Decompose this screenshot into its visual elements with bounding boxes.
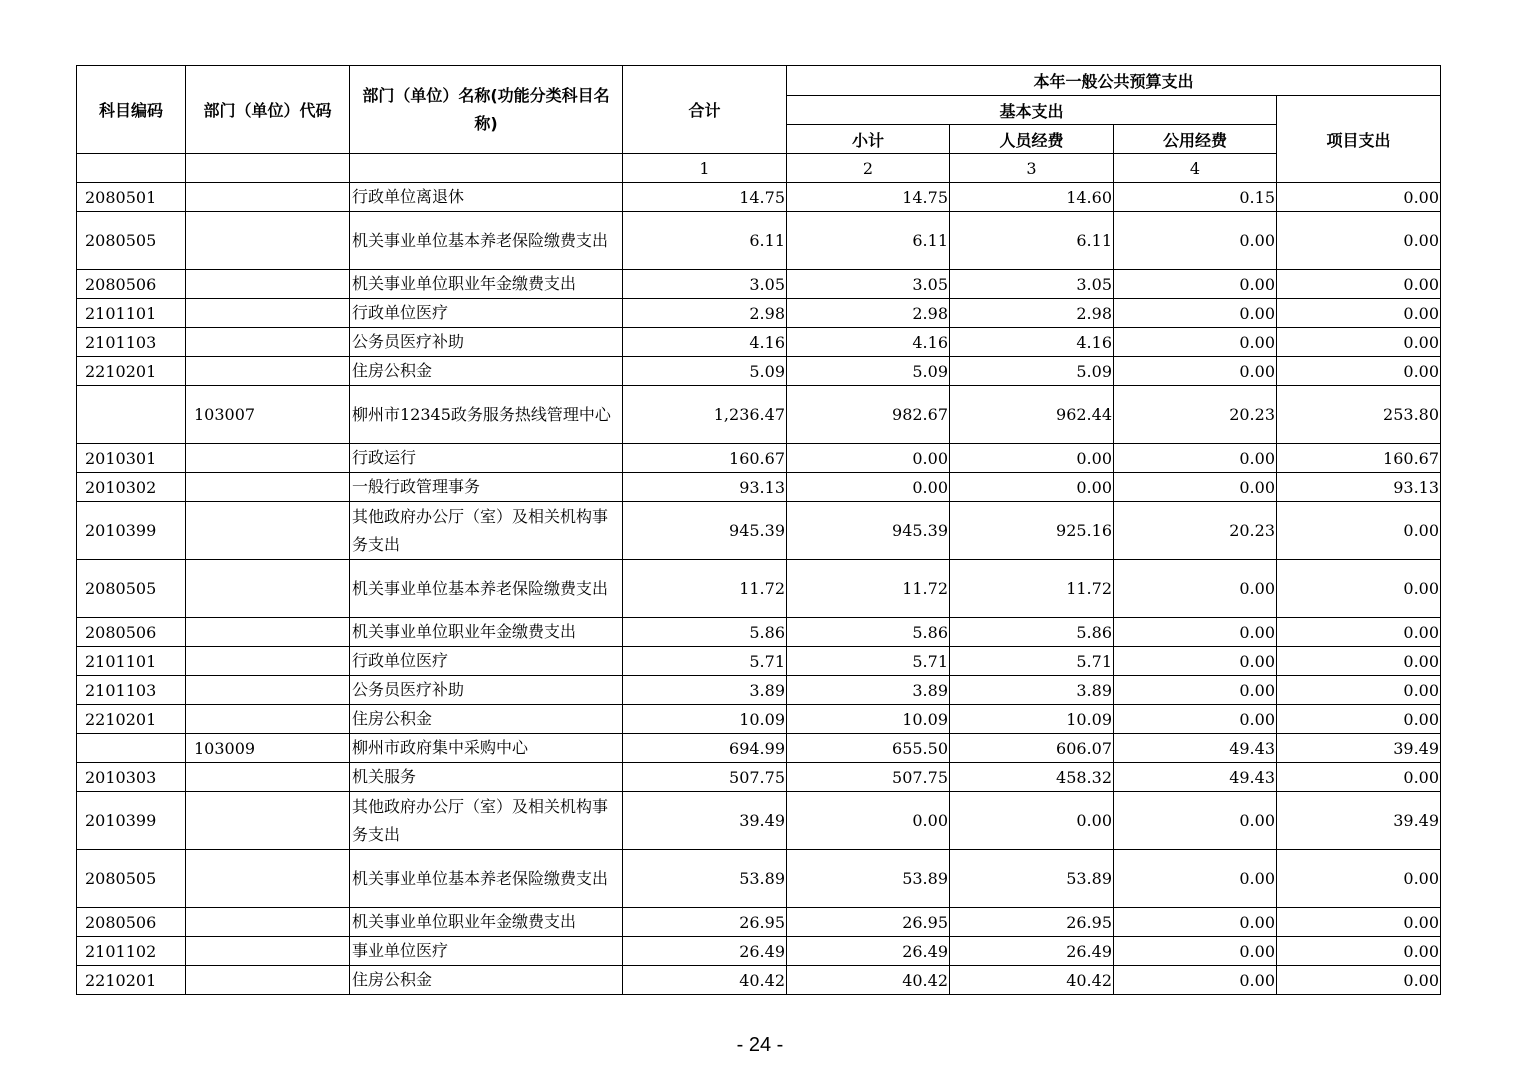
dept-name-cell: 机关服务 [350, 763, 623, 792]
project-cell: 0.00 [1277, 299, 1441, 328]
dept-code-cell [186, 966, 350, 995]
total-cell: 2.98 [623, 299, 787, 328]
personnel-cell: 3.05 [950, 270, 1114, 299]
project-cell: 0.00 [1277, 763, 1441, 792]
table-row [77, 792, 1441, 850]
table-row [77, 560, 1441, 618]
dept-name-cell: 其他政府办公厅（室）及相关机构事务支出 [350, 502, 623, 560]
dept-name-cell: 公务员医疗补助 [350, 676, 623, 705]
header-total: 合计 [623, 66, 787, 154]
project-cell: 93.13 [1277, 473, 1441, 502]
subtotal-cell: 0.00 [787, 444, 950, 473]
header-general-budget: 本年一般公共预算支出 [787, 66, 1441, 96]
total-cell: 507.75 [623, 763, 787, 792]
public-cell: 20.23 [1114, 502, 1277, 560]
table-row [77, 270, 1441, 299]
subtotal-cell: 3.05 [787, 270, 950, 299]
subtotal-cell: 5.71 [787, 647, 950, 676]
public-cell: 0.00 [1114, 357, 1277, 386]
dept-name-cell: 住房公积金 [350, 705, 623, 734]
dept-name-cell: 机关事业单位基本养老保险缴费支出 [350, 212, 623, 270]
dept-name-cell: 机关事业单位职业年金缴费支出 [350, 908, 623, 937]
subject-code-cell: 2010399 [77, 502, 186, 560]
header-spacer [186, 154, 350, 183]
header-public: 公用经费 [1114, 125, 1277, 154]
dept-name-cell: 机关事业单位基本养老保险缴费支出 [350, 850, 623, 908]
subject-code-cell: 2101103 [77, 328, 186, 357]
total-cell: 26.49 [623, 937, 787, 966]
public-cell: 0.00 [1114, 212, 1277, 270]
table-body [77, 183, 1441, 995]
subtotal-cell: 26.49 [787, 937, 950, 966]
header-spacer [77, 154, 186, 183]
public-cell: 0.15 [1114, 183, 1277, 212]
project-cell: 0.00 [1277, 183, 1441, 212]
project-cell: 0.00 [1277, 647, 1441, 676]
public-cell: 0.00 [1114, 328, 1277, 357]
header-spacer [350, 154, 623, 183]
subject-code-cell: 2080506 [77, 618, 186, 647]
personnel-cell: 3.89 [950, 676, 1114, 705]
total-cell: 14.75 [623, 183, 787, 212]
table-row [77, 328, 1441, 357]
total-cell: 6.11 [623, 212, 787, 270]
project-cell: 0.00 [1277, 618, 1441, 647]
dept-name-cell: 其他政府办公厅（室）及相关机构事务支出 [350, 792, 623, 850]
project-cell: 0.00 [1277, 966, 1441, 995]
total-cell: 11.72 [623, 560, 787, 618]
subject-code-cell: 2010303 [77, 763, 186, 792]
total-cell: 3.89 [623, 676, 787, 705]
project-cell: 0.00 [1277, 357, 1441, 386]
dept-code-cell [186, 270, 350, 299]
project-cell: 39.49 [1277, 734, 1441, 763]
personnel-cell: 6.11 [950, 212, 1114, 270]
public-cell: 0.00 [1114, 937, 1277, 966]
personnel-cell: 10.09 [950, 705, 1114, 734]
subtotal-cell: 0.00 [787, 792, 950, 850]
dept-code-cell [186, 357, 350, 386]
personnel-cell: 40.42 [950, 966, 1114, 995]
project-cell: 160.67 [1277, 444, 1441, 473]
subject-code-cell: 2101101 [77, 647, 186, 676]
dept-code-cell [186, 212, 350, 270]
subject-code-cell: 2080506 [77, 908, 186, 937]
project-cell: 0.00 [1277, 328, 1441, 357]
dept-code-cell [186, 908, 350, 937]
subtotal-cell: 3.89 [787, 676, 950, 705]
budget-expenditure-table [76, 65, 1441, 995]
header-index: 1 [623, 154, 787, 183]
personnel-cell: 458.32 [950, 763, 1114, 792]
dept-name-cell: 行政运行 [350, 444, 623, 473]
subject-code-cell: 2101101 [77, 299, 186, 328]
public-cell: 0.00 [1114, 473, 1277, 502]
subtotal-cell: 982.67 [787, 386, 950, 444]
total-cell: 5.09 [623, 357, 787, 386]
header-subtotal: 小计 [787, 125, 950, 154]
project-cell: 39.49 [1277, 792, 1441, 850]
dept-code-cell: 103007 [186, 386, 350, 444]
project-cell: 0.00 [1277, 937, 1441, 966]
project-cell: 0.00 [1277, 676, 1441, 705]
project-cell: 0.00 [1277, 560, 1441, 618]
table-row [77, 937, 1441, 966]
personnel-cell: 925.16 [950, 502, 1114, 560]
header-index: 4 [1114, 154, 1277, 183]
dept-code-cell [186, 676, 350, 705]
dept-code-cell [186, 299, 350, 328]
public-cell: 0.00 [1114, 270, 1277, 299]
table-row [77, 908, 1441, 937]
subtotal-cell: 6.11 [787, 212, 950, 270]
project-cell: 0.00 [1277, 212, 1441, 270]
table-row [77, 676, 1441, 705]
personnel-cell: 11.72 [950, 560, 1114, 618]
personnel-cell: 14.60 [950, 183, 1114, 212]
subject-code-cell [77, 734, 186, 763]
dept-name-cell: 机关事业单位职业年金缴费支出 [350, 270, 623, 299]
dept-name-cell: 柳州市政府集中采购中心 [350, 734, 623, 763]
public-cell: 0.00 [1114, 792, 1277, 850]
subject-code-cell: 2210201 [77, 357, 186, 386]
table-row [77, 386, 1441, 444]
personnel-cell: 5.71 [950, 647, 1114, 676]
total-cell: 39.49 [623, 792, 787, 850]
project-cell: 0.00 [1277, 850, 1441, 908]
dept-code-cell [186, 183, 350, 212]
dept-name-cell: 一般行政管理事务 [350, 473, 623, 502]
personnel-cell: 4.16 [950, 328, 1114, 357]
personnel-cell: 2.98 [950, 299, 1114, 328]
table-row [77, 705, 1441, 734]
total-cell: 1,236.47 [623, 386, 787, 444]
subtotal-cell: 26.95 [787, 908, 950, 937]
subtotal-cell: 10.09 [787, 705, 950, 734]
dept-code-cell [186, 705, 350, 734]
dept-code-cell [186, 328, 350, 357]
dept-name-cell: 机关事业单位基本养老保险缴费支出 [350, 560, 623, 618]
total-cell: 945.39 [623, 502, 787, 560]
total-cell: 5.71 [623, 647, 787, 676]
public-cell: 0.00 [1114, 299, 1277, 328]
subject-code-cell: 2101103 [77, 676, 186, 705]
total-cell: 160.67 [623, 444, 787, 473]
subject-code-cell: 2080505 [77, 212, 186, 270]
table-row [77, 618, 1441, 647]
table-row [77, 357, 1441, 386]
subject-code-cell: 2210201 [77, 705, 186, 734]
public-cell: 0.00 [1114, 618, 1277, 647]
public-cell: 0.00 [1114, 705, 1277, 734]
subtotal-cell: 14.75 [787, 183, 950, 212]
total-cell: 26.95 [623, 908, 787, 937]
dept-code-cell [186, 850, 350, 908]
project-cell: 0.00 [1277, 502, 1441, 560]
total-cell: 4.16 [623, 328, 787, 357]
table-row [77, 763, 1441, 792]
personnel-cell: 0.00 [950, 473, 1114, 502]
subject-code-cell: 2101102 [77, 937, 186, 966]
subtotal-cell: 945.39 [787, 502, 950, 560]
personnel-cell: 962.44 [950, 386, 1114, 444]
personnel-cell: 606.07 [950, 734, 1114, 763]
subtotal-cell: 40.42 [787, 966, 950, 995]
subject-code-cell: 2210201 [77, 966, 186, 995]
personnel-cell: 0.00 [950, 444, 1114, 473]
public-cell: 49.43 [1114, 734, 1277, 763]
dept-name-cell: 行政单位医疗 [350, 299, 623, 328]
personnel-cell: 5.86 [950, 618, 1114, 647]
header-project: 项目支出 [1277, 96, 1441, 183]
dept-name-cell: 事业单位医疗 [350, 937, 623, 966]
personnel-cell: 0.00 [950, 792, 1114, 850]
subtotal-cell: 53.89 [787, 850, 950, 908]
dept-code-cell: 103009 [186, 734, 350, 763]
dept-name-cell: 住房公积金 [350, 357, 623, 386]
dept-code-cell [186, 502, 350, 560]
subtotal-cell: 2.98 [787, 299, 950, 328]
public-cell: 0.00 [1114, 676, 1277, 705]
dept-code-cell [186, 473, 350, 502]
table-row [77, 212, 1441, 270]
total-cell: 3.05 [623, 270, 787, 299]
public-cell: 0.00 [1114, 908, 1277, 937]
header-index: 2 [787, 154, 950, 183]
dept-code-cell [186, 444, 350, 473]
dept-name-cell: 柳州市12345政务服务热线管理中心 [350, 386, 623, 444]
dept-code-cell [186, 792, 350, 850]
table-row [77, 183, 1441, 212]
table-row [77, 473, 1441, 502]
public-cell: 0.00 [1114, 850, 1277, 908]
personnel-cell: 53.89 [950, 850, 1114, 908]
dept-name-cell: 行政单位医疗 [350, 647, 623, 676]
total-cell: 5.86 [623, 618, 787, 647]
dept-name-cell: 机关事业单位职业年金缴费支出 [350, 618, 623, 647]
total-cell: 694.99 [623, 734, 787, 763]
public-cell: 0.00 [1114, 444, 1277, 473]
subtotal-cell: 4.16 [787, 328, 950, 357]
project-cell: 0.00 [1277, 705, 1441, 734]
table-header [77, 66, 1441, 183]
subject-code-cell: 2010399 [77, 792, 186, 850]
public-cell: 20.23 [1114, 386, 1277, 444]
dept-name-cell: 行政单位离退休 [350, 183, 623, 212]
table-row [77, 966, 1441, 995]
table-row [77, 850, 1441, 908]
personnel-cell: 26.95 [950, 908, 1114, 937]
page-number: - 24 - [736, 1034, 784, 1056]
subtotal-cell: 655.50 [787, 734, 950, 763]
table-row [77, 444, 1441, 473]
dept-code-cell [186, 647, 350, 676]
public-cell: 0.00 [1114, 966, 1277, 995]
total-cell: 53.89 [623, 850, 787, 908]
subject-code-cell: 2010302 [77, 473, 186, 502]
subtotal-cell: 11.72 [787, 560, 950, 618]
dept-code-cell [186, 937, 350, 966]
subtotal-cell: 5.09 [787, 357, 950, 386]
subject-code-cell: 2010301 [77, 444, 186, 473]
dept-name-cell: 住房公积金 [350, 966, 623, 995]
table-row [77, 502, 1441, 560]
subject-code-cell: 2080506 [77, 270, 186, 299]
total-cell: 93.13 [623, 473, 787, 502]
subject-code-cell [77, 386, 186, 444]
header-dept-code: 部门（单位）代码 [186, 66, 350, 154]
total-cell: 10.09 [623, 705, 787, 734]
subtotal-cell: 5.86 [787, 618, 950, 647]
personnel-cell: 26.49 [950, 937, 1114, 966]
table-row [77, 734, 1441, 763]
dept-code-cell [186, 763, 350, 792]
header-subject-code: 科目编码 [77, 66, 186, 154]
public-cell: 0.00 [1114, 560, 1277, 618]
project-cell: 253.80 [1277, 386, 1441, 444]
table-row [77, 647, 1441, 676]
subject-code-cell: 2080505 [77, 560, 186, 618]
project-cell: 0.00 [1277, 908, 1441, 937]
header-personnel: 人员经费 [950, 125, 1114, 154]
subject-code-cell: 2080505 [77, 850, 186, 908]
project-cell: 0.00 [1277, 270, 1441, 299]
table-row [77, 299, 1441, 328]
header-dept-name: 部门（单位）名称(功能分类科目名称) [350, 66, 623, 154]
header-index: 3 [950, 154, 1114, 183]
dept-code-cell [186, 560, 350, 618]
subtotal-cell: 507.75 [787, 763, 950, 792]
subject-code-cell: 2080501 [77, 183, 186, 212]
public-cell: 49.43 [1114, 763, 1277, 792]
dept-code-cell [186, 618, 350, 647]
total-cell: 40.42 [623, 966, 787, 995]
dept-name-cell: 公务员医疗补助 [350, 328, 623, 357]
personnel-cell: 5.09 [950, 357, 1114, 386]
subtotal-cell: 0.00 [787, 473, 950, 502]
header-basic: 基本支出 [787, 96, 1277, 125]
public-cell: 0.00 [1114, 647, 1277, 676]
